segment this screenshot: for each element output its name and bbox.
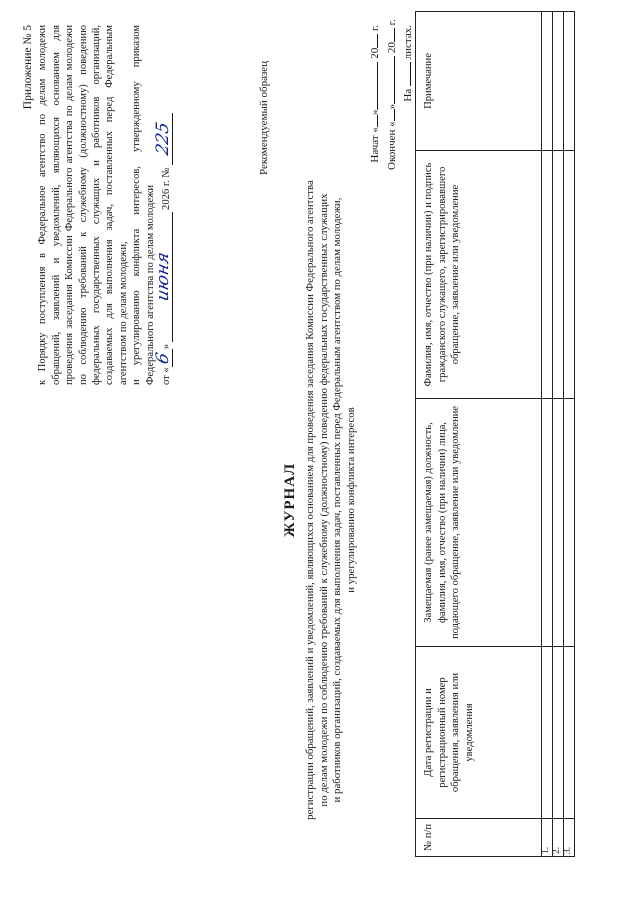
- order-day-field: [153, 349, 174, 367]
- table-cell: [564, 151, 575, 399]
- table-cell: [553, 151, 564, 399]
- order-number-handwritten: 225: [153, 120, 174, 157]
- end-day-blank: [383, 109, 395, 121]
- year-prefix: 20: [369, 47, 381, 59]
- journal-line: и работников организаций, создаваемых для выполнения задач, поставленных перед Федеральным агентством по делам молодежи,: [331, 197, 343, 803]
- journal-line: регистрации обращений, заявлений и уведомлений, являющихся основанием для проведения заседания Комиссии Федерального агентства: [304, 180, 316, 820]
- table-cell: [553, 399, 564, 647]
- journal-description: [304, 155, 358, 845]
- year-suffix: г.: [369, 25, 381, 32]
- sheets-line: [399, 25, 416, 170]
- journal-line: и урегулированию конфликта интересов: [344, 407, 357, 593]
- end-year-blank: [383, 28, 395, 42]
- table-cell: [553, 12, 564, 151]
- table-row: [564, 12, 575, 857]
- recommended-sample-label: Рекомендуемый образец: [258, 60, 270, 175]
- row-number: 3.: [564, 819, 575, 857]
- order-day-handwritten: 6: [153, 350, 174, 366]
- row-number: 1.: [542, 819, 553, 857]
- start-year-blank: [366, 34, 378, 48]
- journal-period: [366, 19, 416, 170]
- start-label: Начат «: [369, 127, 381, 163]
- sheets-blank: [399, 62, 411, 86]
- appendix-body-2: и урегулированию конфликта интересов, утвержденному приказом Федерального агентства по делам молодежи: [131, 25, 156, 385]
- quote-close: »: [385, 103, 398, 110]
- col-position-header: Замещаемая (ранее замещаемая) должность, фамилия, имя, отчество (при наличии) лица, подающего обращение, заявление или уведомление: [416, 399, 542, 647]
- col-registrar-header: Фамилия, имя, отчество (при наличии) и подпись гражданского служащего, зарегистрировавшего обращение, заявление или уведомление: [416, 151, 542, 399]
- appendix-block: [22, 25, 173, 385]
- order-from-label: от «: [160, 367, 172, 385]
- appendix-title: Приложение № 5: [22, 25, 34, 110]
- start-month-blank: [366, 62, 378, 110]
- col-registration-header: Дата регистрации и регистрационный номер обращения, заявления или уведомления: [416, 647, 542, 819]
- year-suffix: г.: [385, 19, 398, 26]
- sheets-prefix: На: [402, 88, 414, 102]
- order-quote-close: »: [160, 343, 172, 350]
- col-number-header: № п/п: [416, 819, 542, 857]
- table-cell: [564, 647, 575, 819]
- journal-title: ЖУРНАЛ: [282, 462, 298, 538]
- end-date-line: [383, 19, 400, 170]
- table-cell: [564, 12, 575, 151]
- table-row: [542, 12, 553, 857]
- end-month-blank: [383, 56, 395, 104]
- col-note-header: Примечание: [416, 12, 542, 151]
- start-day-blank: [366, 115, 378, 127]
- start-date-line: [366, 25, 383, 170]
- end-label: Окончен «: [385, 121, 398, 170]
- table-cell: [542, 647, 553, 819]
- order-year-label: 2026 г. №: [160, 167, 172, 210]
- table-cell: [542, 399, 553, 647]
- table-cell: [542, 151, 553, 399]
- table-cell: [564, 399, 575, 647]
- year-prefix: 20: [385, 42, 398, 54]
- registration-table: [415, 11, 575, 857]
- order-month-handwritten: июня: [153, 250, 174, 304]
- table-row: [553, 12, 564, 857]
- order-month-field: [153, 212, 174, 342]
- quote-close: »: [369, 109, 381, 116]
- journal-line: по делам молодежи по соблюдению требований к служебному (должностному) поведению федеральных государственных служащих: [317, 193, 330, 807]
- appendix-body: к Порядку поступления в Федеральное агентство по делам молодежи обращений, заявлений и уведомлений, являющихся основанием для проведения заседания Комиссии Федерального агентства по делам молодежи по соблюдению требований к служебному (должностному) поведению федеральных государственных служащих и работников организаций, создаваемых для выполнения задач, поставленных перед Федеральным агентством по делам молодежи,: [37, 25, 129, 385]
- table-header-row: [416, 12, 542, 857]
- order-line: [153, 25, 174, 385]
- order-number-field: [153, 113, 174, 165]
- sheets-suffix: листах.: [402, 25, 414, 60]
- table-cell: [553, 647, 564, 819]
- row-number: 2.: [553, 819, 564, 857]
- table-cell: [542, 12, 553, 151]
